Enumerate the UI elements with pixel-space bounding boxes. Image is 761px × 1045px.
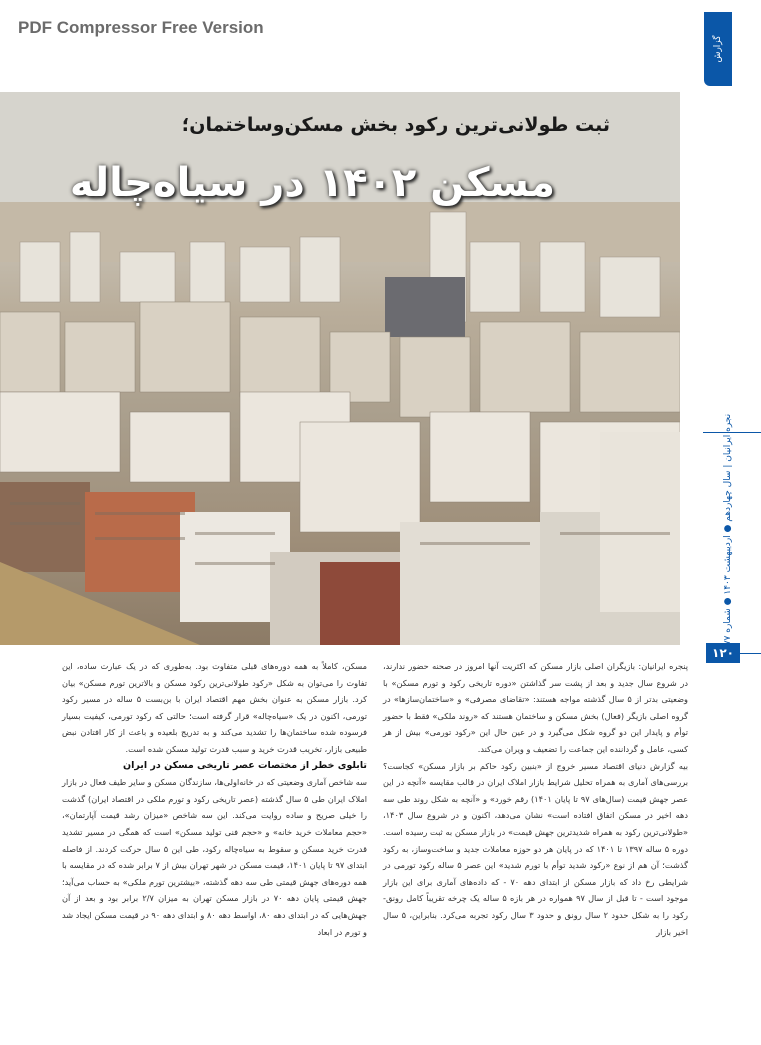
spine-text: نجره ایرانیان | سال چهاردهم ● اردیبهشت ۱۴۰۳ ● شماره: [723, 413, 733, 633]
watermark: PDF Compressor Free Version: [18, 18, 264, 37]
section-tab-label: گزارش: [713, 35, 723, 63]
paragraph: سه شاخص آماری وضعیتی که در خانه‌اولی‌ها، سازندگان مسکن و سایر طیف فعال در بازار املاک ایران طی ۵ سال گذشته (عصر تاریخی رکود و تورم ملکی در اقتصاد ایران) گذشت را خیلی صریح و ساده روایت می‌کند. این سه شاخص «میزان رشد قیمت آپارتمان»، «حجم معاملات خرید خانه» و «حجم فنی تولید مسکن» است که همگی در مسیر تشدید قدرت خرید مسکن و سقوط به سیاه‌چاله رکود، طی این ۵ سال حرکت کردند. از فاصله ابتدای ۹۷ تا پایان ۱۴۰۱، قیمت مسکن در شهر تهران بیش از ۷ برابر شده که در مقایسه با همه دوره‌های جهش قیمتی طی سه دهه گذشته، «بیشترین تورم ملکی» به حساب می‌آید؛ جهش قیمتی پایان دهه ۷۰ در بازار مسکن تهران به میزان ۲/۷ برابر بود و بعد از آن جهش‌هایی که در ابتدای دهه ۸۰، اواسط دهه ۸۰ و ابتدای دهه ۹۰ در قیمت مسکن ایجاد شد و تورم در ابعاد: [62, 777, 368, 937]
page-number-rule: [740, 653, 761, 654]
text-column-left: [62, 658, 367, 940]
page-spine: [703, 413, 761, 633]
paragraph: بیه گزارش دنیای اقتصاد مسیر خروج از «بنبین رکود حاکم بر بازار مسکن» کجاست؟ بررسی‌های آماری به همراه تحلیل شرایط بازار املاک ایران در قالب مقایسه «آنچه در این عصر جهش قیمت (سال‌های ۹۷ تا پایان ۱۴۰۱) رقم خورد» و «آنچه به شکل روند طی سه دهه اخیر در مسکن اتفاق افتاده است» نشان می‌دهد، اکنون و در شروع سال ۱۴۰۳، «طولانی‌ترین رکود به همراه شدیدترین جهش قیمت» در بازار مسکن به ثبت رسیده است. دوره ۵ ساله ۱۳۹۷ تا ۱۴۰۱ که در پایان هر دو حوزه معاملات جدید و ساخت‌وساز، به رکود گذشت؛ آن هم از نوع «رکود شدید توأم با تورم شدید» این عصر ۵ ساله رکود تورمی در شرایطی رخ داد که بازار مسکن از ابتدای دهه ۷۰ - که داده‌های آماری برای این بازار موجود است - تا قبل از سال ۹۷ همواره در هر بازه ۵ ساله یک چرخه تقریباً کامل رونق-رکود را به شکل حدود ۲ سال رونق و حدود ۳ سال رکود تجربه می‌کرد. بنابراین، ۵ سال اخیر بازار: [383, 760, 689, 937]
article-kicker: ثبت طولانی‌ترین رکود بخش مسکن‌وساختمان؛: [181, 114, 610, 136]
article-headline: مسکن ۱۴۰۲ در سیاه‌چاله: [69, 160, 555, 206]
text-column-right: [383, 658, 688, 940]
paragraph: مسکن، کاملاً به همه دوره‌های قبلی متفاوت بود. به‌طوری که در یک عبارت ساده، این تفاوت را می‌توان به شکل «رکود طولانی‌ترین رکود مسکن و بالاترین تورم مسکن» بیان کرد. بازار مسکن به عنوان بخش مهم اقتصاد ایران با بن‌بست ۵ ساله در مسیر رکود تورمی، اکنون در یک «سیاه‌چاله» قرار گرفته است؛ حالتی که رکود تورمی، کیفیت بسیار فرسوده شده ساختمان‌ها را تشدید می‌کند و به تدریج بلعیده و باعث از کار افتادن نبض طبیعی بازار، تخریب قدرت خرید و سبب قدرت تولید مسکن شده است.: [62, 661, 368, 754]
section-tab: [704, 12, 732, 86]
hero-photo: [0, 92, 680, 645]
section-subheading: تابلوی خطر از مختصات عصر تاریخی مسکن در ایران: [123, 759, 367, 771]
paragraph: پنجره ایرانیان: بازیگران اصلی بازار مسکن که اکثریت آنها امروز در صحنه حضور ندارند، در شروع سال جدید و بعد از پشت سر گذاشتن «دوره تاریخی رکود و تورم مسکن» با وضعیتی بدتر از ۵ سال گذشته مواجه هستند: «تقاضای مصرفی» و «ساختمان‌سازها» در گروه اصلی بازیگر (فعال) بخش مسکن و ساختمان هستند که «روند ملکی» فقط با حضور توأم و پایدار این دو گروه شکل می‌گیرد و در عین حال این «رکود تورمی» بیش از هر کسی، عامل و گرداننده این جماعت را تضعیف و ویران می‌کند.: [383, 661, 688, 754]
page-number: ۱۲۰: [706, 643, 740, 663]
